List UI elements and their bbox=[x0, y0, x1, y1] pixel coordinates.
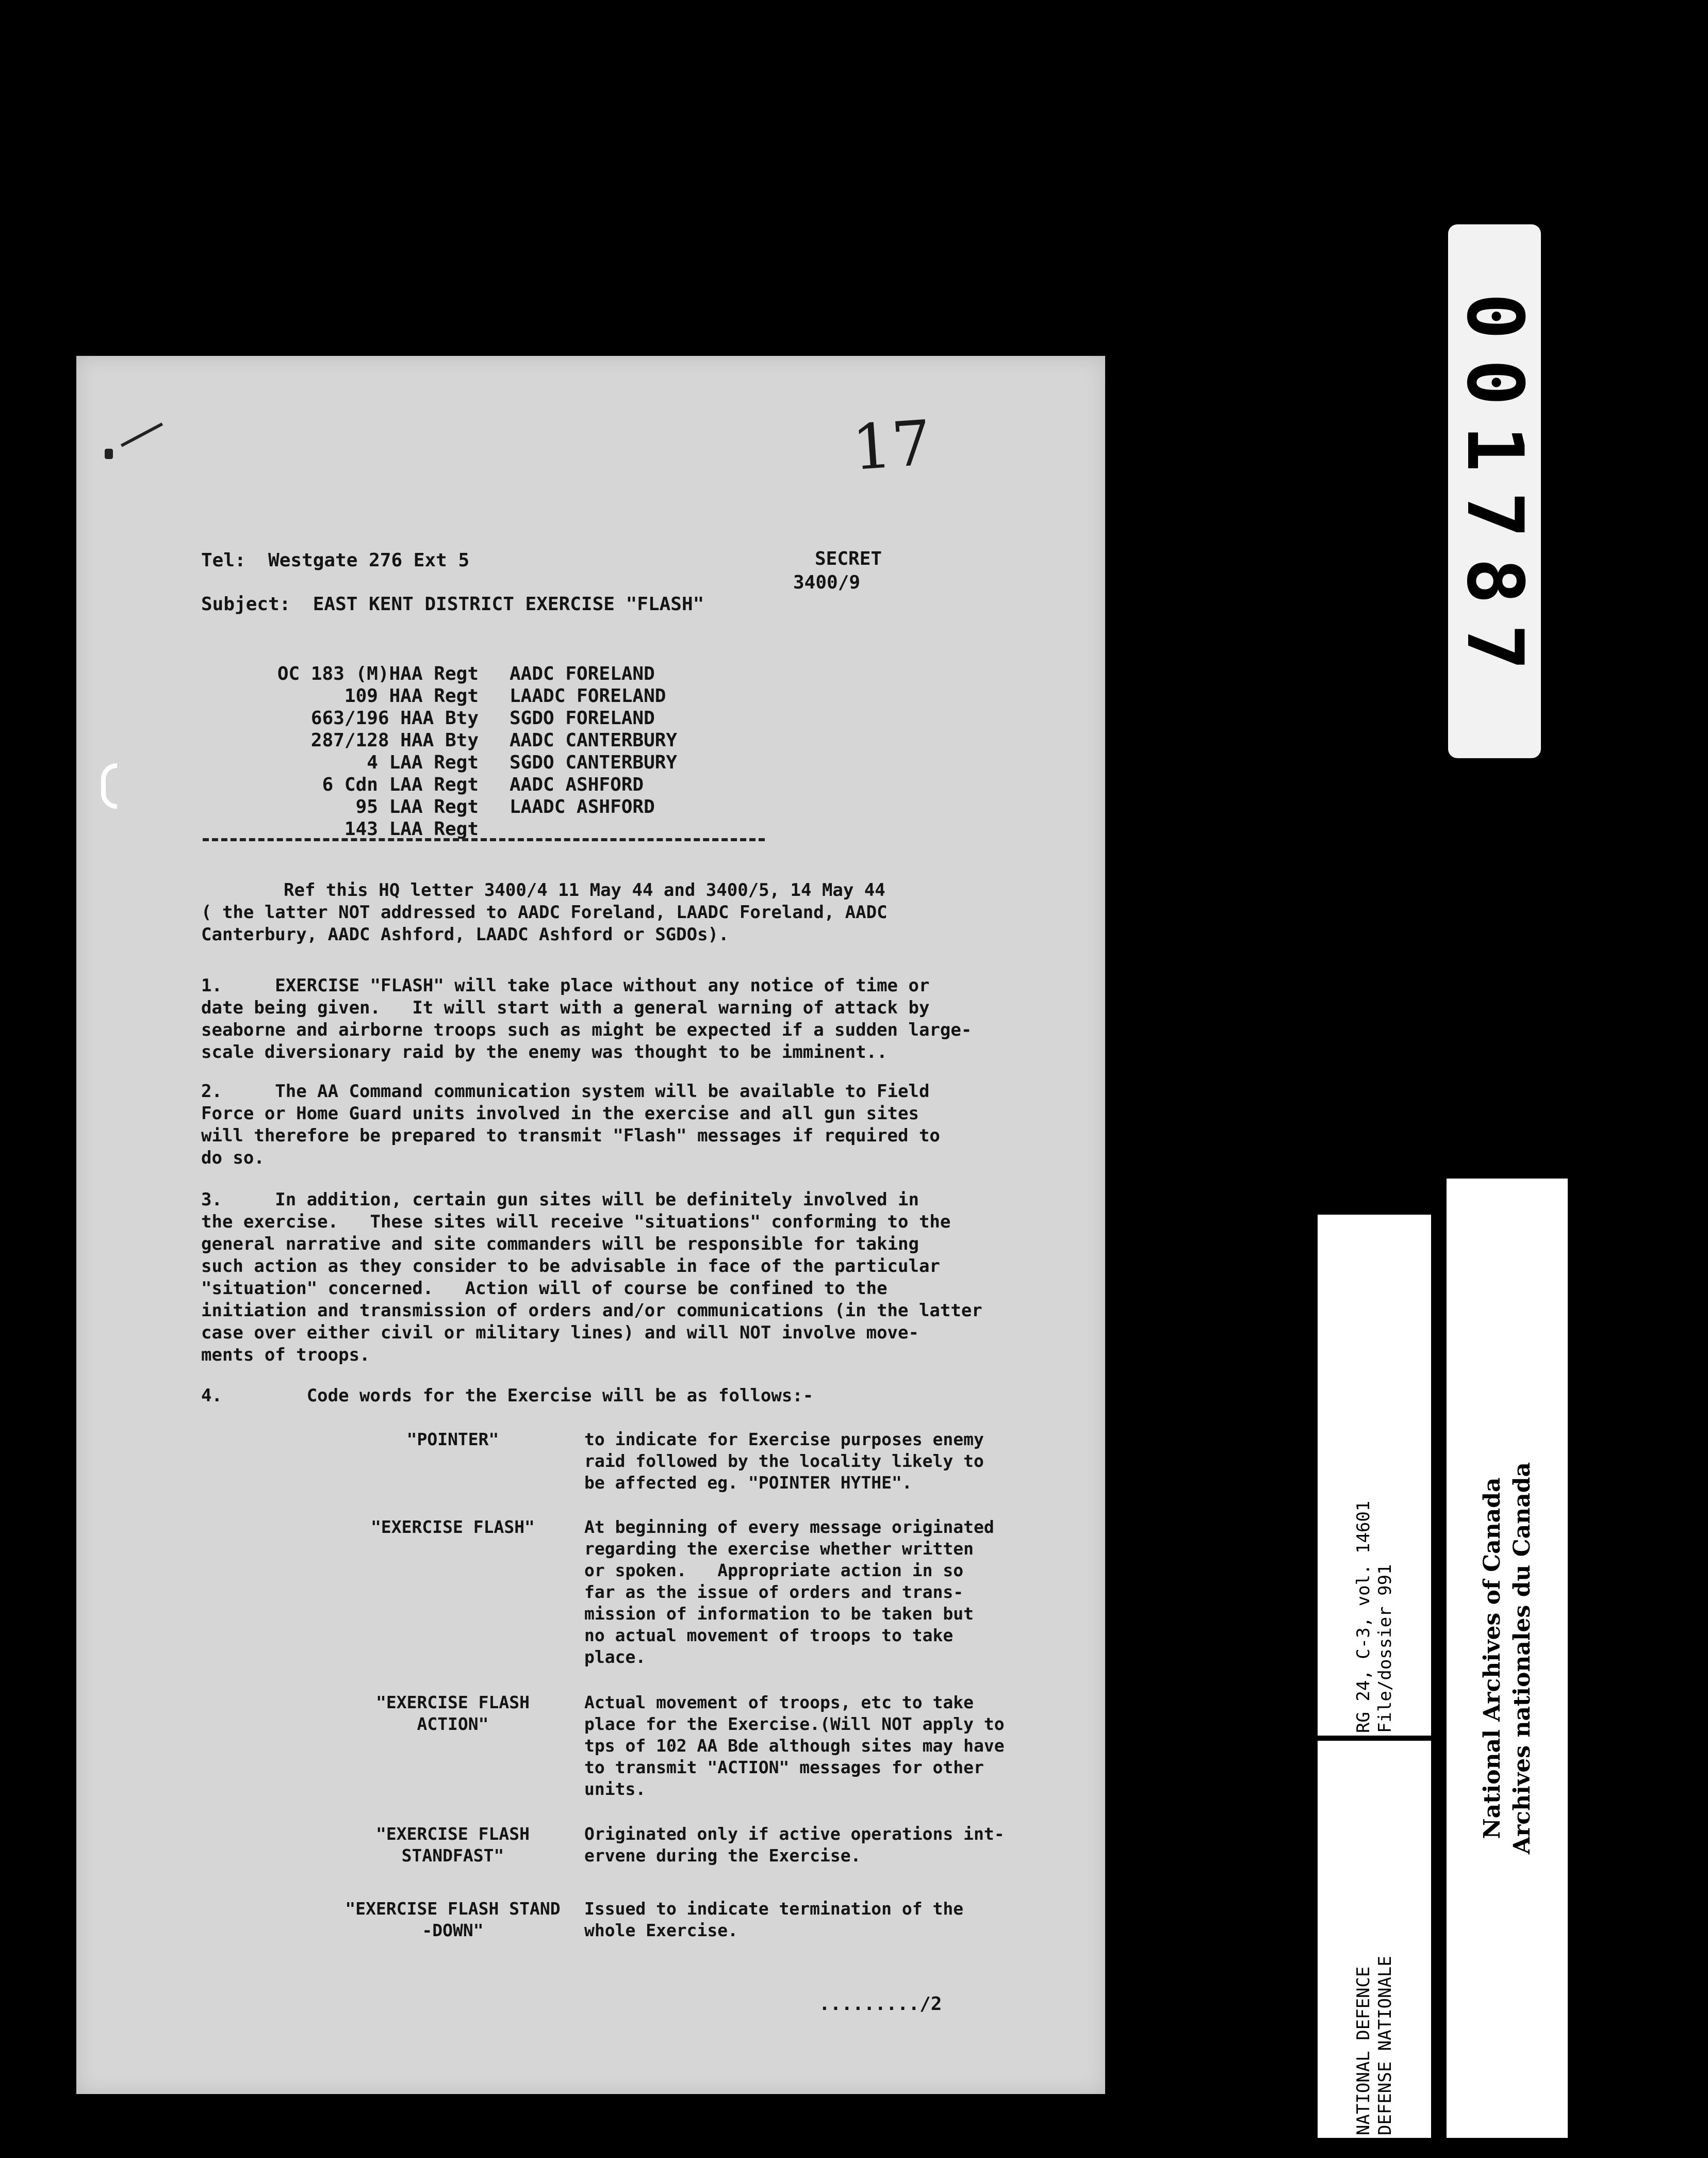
command-entry: AADC ASHFORD bbox=[510, 774, 644, 795]
code-word-term: "POINTER" bbox=[406, 1429, 499, 1449]
unit-entry: OC 183 (M)HAA Regt bbox=[277, 663, 479, 684]
code-word-definition: Originated only if active operations int- ervene during the Exercise. bbox=[584, 1824, 1005, 1866]
national-defence-fr: DEFENSE NATIONALE bbox=[1375, 1956, 1395, 2135]
document-page bbox=[76, 356, 1105, 2094]
margin-mark bbox=[101, 763, 117, 809]
code-word-term: "EXERCISE FLASH STAND -DOWN" bbox=[345, 1899, 561, 1940]
reference-number: 3400/9 bbox=[793, 572, 861, 593]
unit-entry: 4 LAA Regt bbox=[367, 752, 479, 773]
archives-stamp bbox=[1447, 1179, 1568, 2138]
unit-entry: 109 HAA Regt bbox=[344, 685, 479, 707]
archives-name-en: National Archives of Canada bbox=[1479, 1477, 1505, 1839]
unit-entry: 6 Cdn LAA Regt bbox=[322, 774, 479, 795]
handwritten-page-number: 17 bbox=[850, 407, 934, 485]
subject-line: Subject: EAST KENT DISTRICT EXERCISE "FLASH" bbox=[201, 594, 704, 615]
paragraph-4: 4. Code words for the Exercise will be as follows:- bbox=[201, 1385, 814, 1406]
unit-entry: 663/196 HAA Bty bbox=[310, 708, 479, 729]
unit-entry: 95 LAA Regt bbox=[355, 796, 479, 818]
continuation-marker: ........./2 bbox=[819, 1993, 942, 2015]
code-word-definition: Actual movement of troops, etc to take place for the Exercise.(Will NOT apply to tps of 102 AA Bde although sites may have to transmit "ACTION" messages for other units. bbox=[584, 1692, 1005, 1799]
command-entry: AADC CANTERBURY bbox=[510, 730, 678, 751]
classification-mark: SECRET bbox=[815, 548, 882, 569]
national-defence-en: NATIONAL DEFENCE bbox=[1353, 1966, 1374, 2135]
command-entry: SGDO FORELAND bbox=[510, 708, 655, 729]
unit-entry: 287/128 HAA Bty bbox=[310, 730, 479, 751]
separator-line bbox=[203, 838, 765, 841]
unit-entry: 143 LAA Regt bbox=[344, 819, 479, 840]
reference-stamp bbox=[1318, 1215, 1431, 1736]
command-entry: SGDO CANTERBURY bbox=[510, 752, 678, 773]
unit-list bbox=[200, 663, 479, 840]
record-group-line: RG 24, C-3, vol. 14601 bbox=[1353, 1500, 1374, 1733]
command-list bbox=[510, 663, 778, 818]
document-number-stamp bbox=[1448, 224, 1541, 758]
code-word-definition: to indicate for Exercise purposes enemy raid followed by the locality likely to be affected eg. "POINTER HYTHE". bbox=[584, 1429, 984, 1493]
archives-name-fr: Archives nationales du Canada bbox=[1508, 1462, 1535, 1855]
pencil-mark bbox=[121, 422, 163, 447]
code-word-term: "EXERCISE FLASH" bbox=[371, 1517, 535, 1537]
command-entry: AADC FORELAND bbox=[510, 663, 655, 684]
paragraph-2: 2. The AA Command communication system will be available to Field Force or Home Guard units involved in the exercise and all gun sites will therefore be prepared to transmit "Flash" messages if required to do so. bbox=[201, 1081, 940, 1168]
file-line: File/dossier 991 bbox=[1375, 1564, 1395, 1733]
telephone-line: Tel: Westgate 276 Ext 5 bbox=[201, 550, 470, 571]
paragraph-3: 3. In addition, certain gun sites will be definitely involved in the exercise. These sites will receive "situations" conforming to the general narrative and site commanders will be responsible for taking such action as they consider to be advisable in face of the particular "situation" concerned. Action will of course be confined to the initiation and transmission of orders and/or communications (in the latter case over either civil or military lines) and will NOT involve move- ments of troops. bbox=[201, 1189, 982, 1365]
pencil-mark bbox=[105, 449, 113, 459]
document-number: 001787 bbox=[1450, 292, 1539, 690]
national-defence-stamp bbox=[1318, 1741, 1431, 2138]
paragraph-1: 1. EXERCISE "FLASH" will take place without any notice of time or date being given. It will start with a general warning of attack by seaborne and airborne troops such as might be expected if a sudden large- scale diversionary raid by the enemy was thought to be imminent.. bbox=[201, 975, 972, 1062]
code-word-definition: Issued to indicate termination of the whole Exercise. bbox=[584, 1899, 964, 1940]
command-entry: LAADC FORELAND bbox=[510, 685, 666, 707]
code-word-term: "EXERCISE FLASH ACTION" bbox=[375, 1692, 530, 1734]
intro-paragraph: Ref this HQ letter 3400/4 11 May 44 and 3400/5, 14 May 44 ( the latter NOT addressed to AADC Foreland, LAADC Foreland, AADC Canterbury, AADC Ashford, LAADC Ashford or SGDOs). bbox=[201, 880, 888, 945]
code-word-term: "EXERCISE FLASH STANDFAST" bbox=[375, 1824, 530, 1866]
code-word-definition: At beginning of every message originated regarding the exercise whether written or spoken. Appropriate action in so far as the issue of orders and trans- mission of information to be taken but no actual movement of troops to take place. bbox=[584, 1517, 994, 1667]
command-entry: LAADC ASHFORD bbox=[510, 796, 655, 818]
